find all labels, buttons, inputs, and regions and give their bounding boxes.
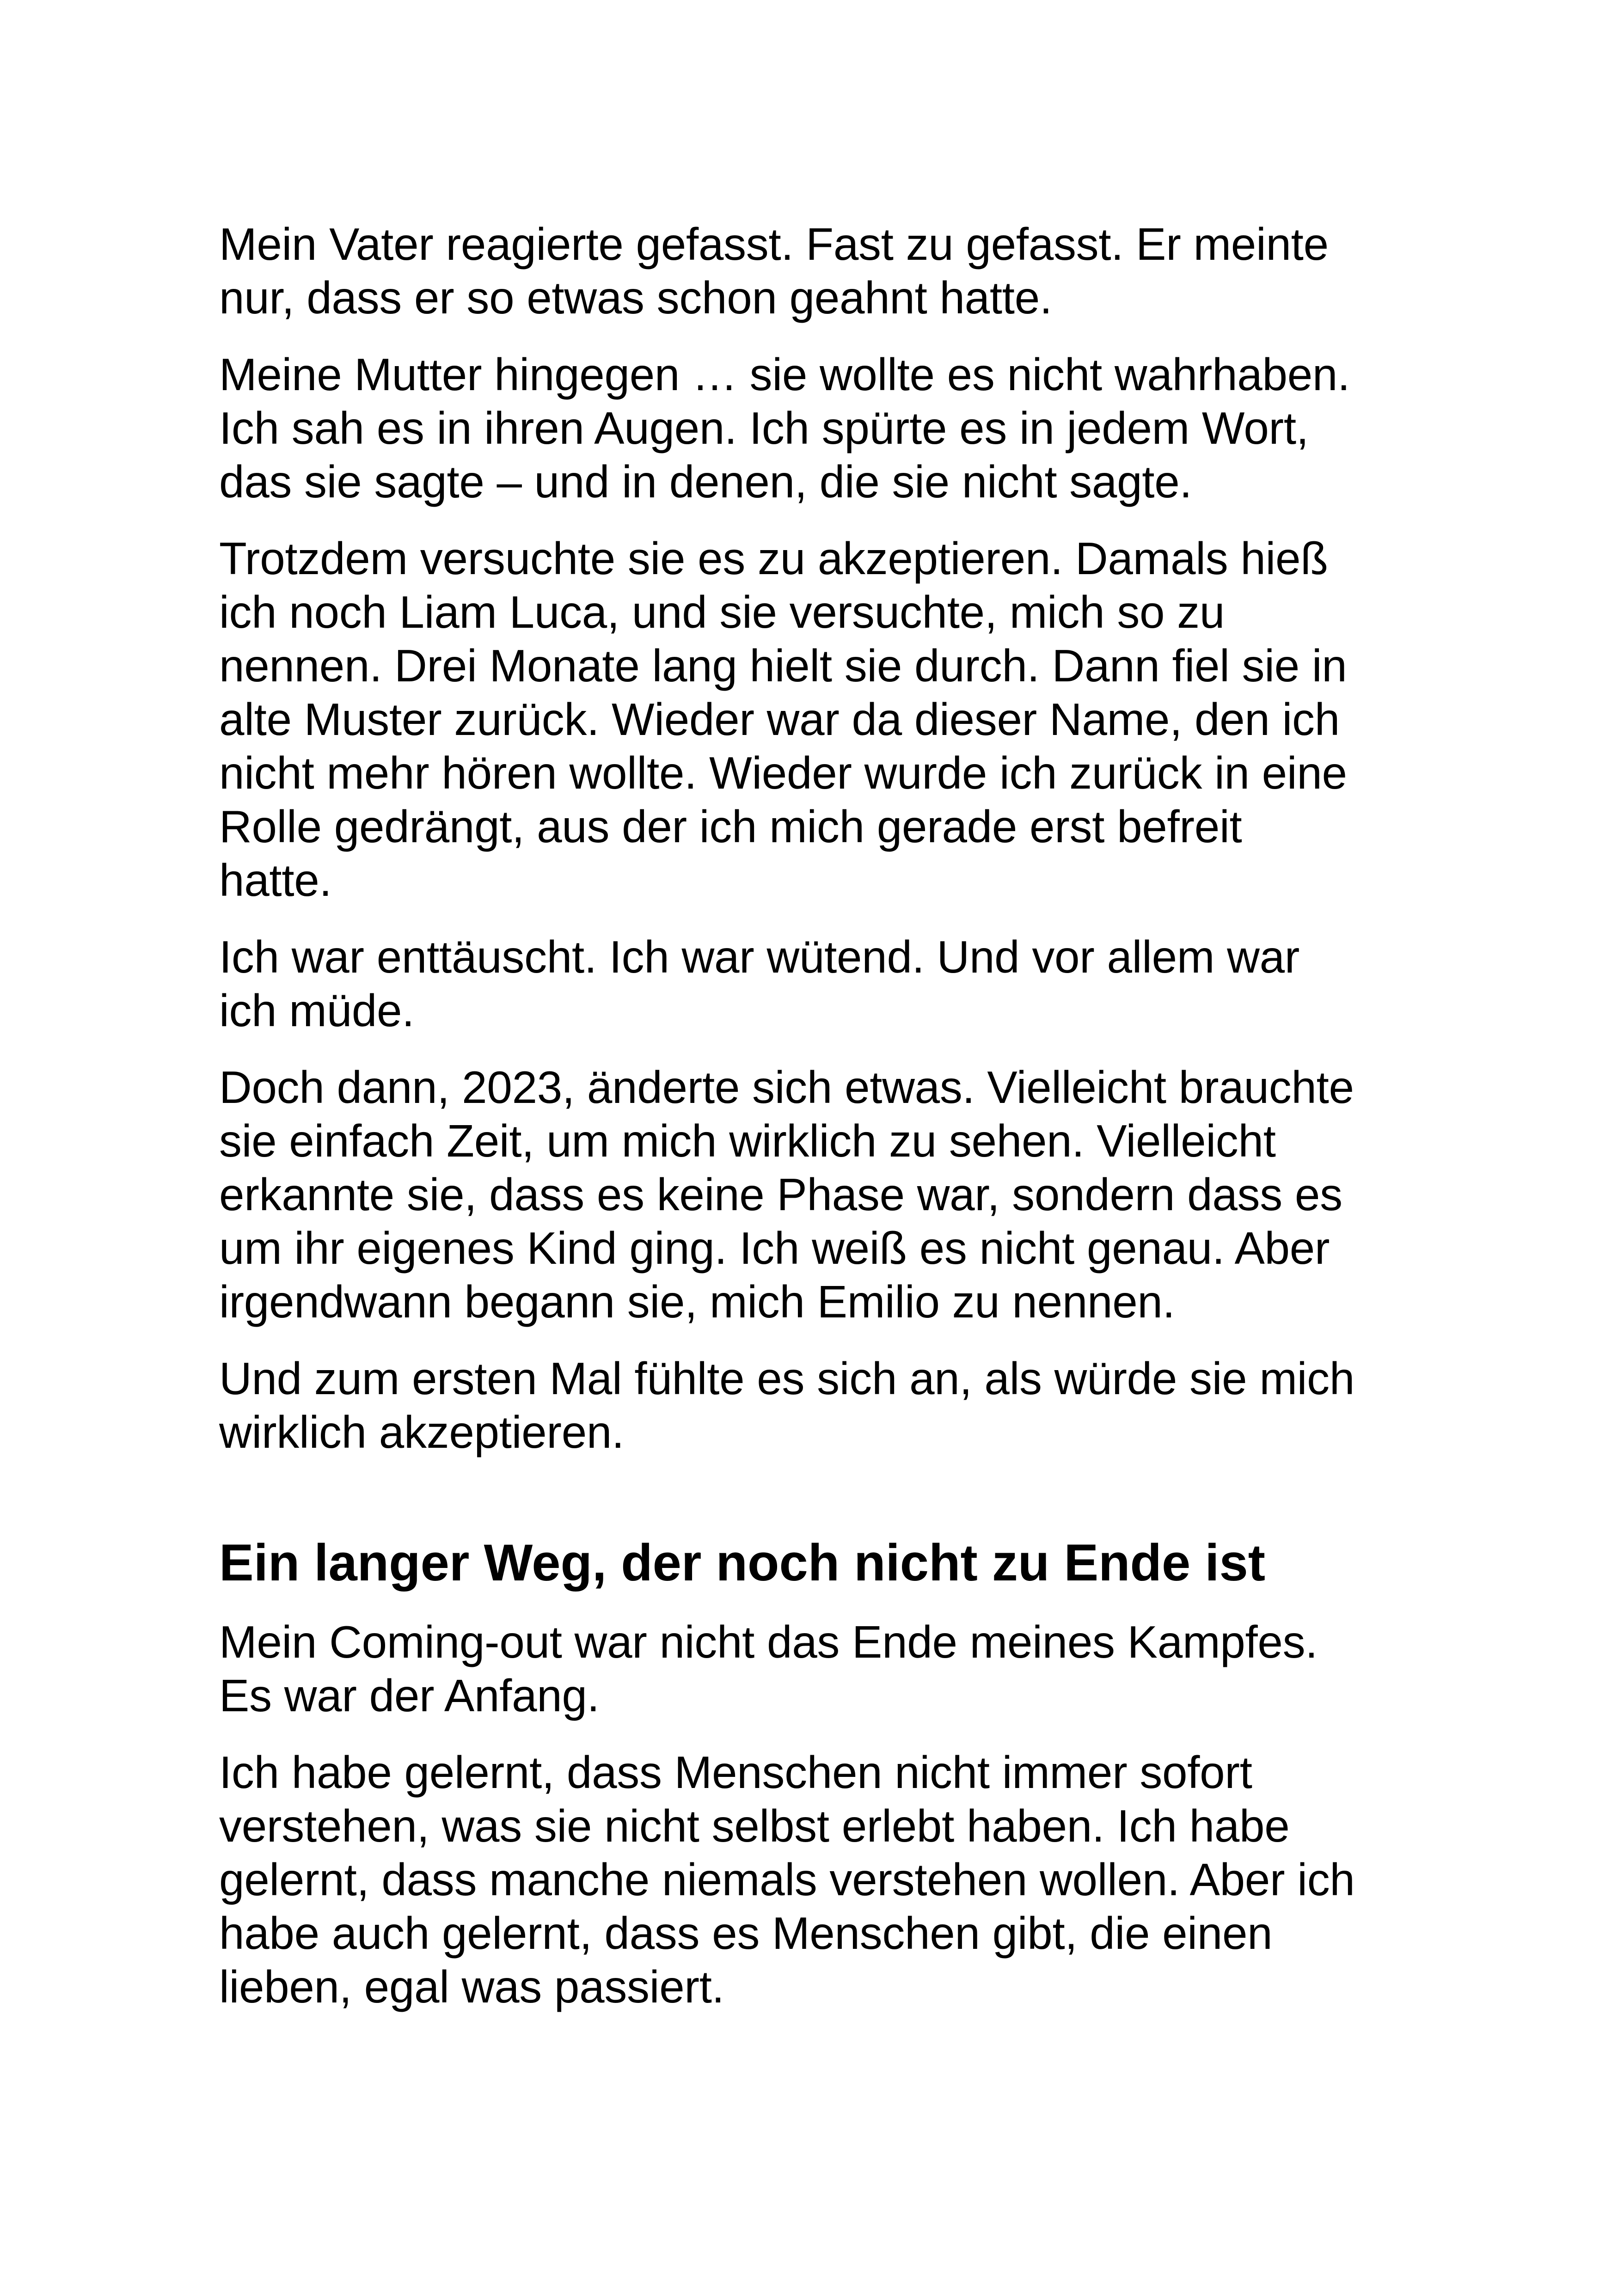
- paragraph-lessons-learned: Ich habe gelernt, dass Menschen nicht immer sofort verstehen, was sie nicht selbst erlebt haben. Ich habe gelernt, dass manche niemals verstehen wollen. Aber ich habe auch gelernt, dass es Menschen gibt, die einen lieben, egal was passiert.: [219, 1747, 1355, 2012]
- document-body: [219, 217, 1421, 2037]
- paragraph-acceptance: Und zum ersten Mal fühlte es sich an, als würde sie mich wirklich akzeptieren.: [219, 1353, 1355, 1457]
- paragraph-acceptance-attempt: Trotzdem versuchte sie es zu akzeptieren. Damals hieß ich noch Liam Luca, und sie versuchte, mich so zu nennen. Drei Monate lang hielt sie durch. Dann fiel sie in alte Muster zurück. Wieder war da dieser Name, den ich nicht mehr hören wollte. Wieder wurde ich zurück in eine Rolle gedrängt, aus der ich mich gerade erst befreit hatte.: [219, 533, 1347, 906]
- paragraph-father-reaction: Mein Vater reagierte gefasst. Fast zu gefasst. Er meinte nur, dass er so etwas schon geahnt hatte.: [219, 219, 1329, 323]
- paragraph-coming-out-beginning: Mein Coming-out war nicht das Ende meines Kampfes. Es war der Anfang.: [219, 1616, 1318, 1721]
- paragraph-disappointment: Ich war enttäuscht. Ich war wütend. Und vor allem war ich müde.: [219, 931, 1300, 1036]
- paragraph-mother-denial: Meine Mutter hingegen … sie wollte es nicht wahrhaben. Ich sah es in ihren Augen. Ich spürte es in jedem Wort, das sie sagte – und in denen, die sie nicht sagte.: [219, 349, 1350, 507]
- section-heading: Ein langer Weg, der noch nicht zu Ende ist: [219, 1534, 1266, 1592]
- paragraph-change-2023: Doch dann, 2023, änderte sich etwas. Vielleicht brauchte sie einfach Zeit, um mich wirklich zu sehen. Vielleicht erkannte sie, dass es keine Phase war, sondern dass es um ihr eigenes Kind ging. Ich weiß es nicht genau. Aber irgendwann begann sie, mich Emilio zu nennen.: [219, 1062, 1354, 1327]
